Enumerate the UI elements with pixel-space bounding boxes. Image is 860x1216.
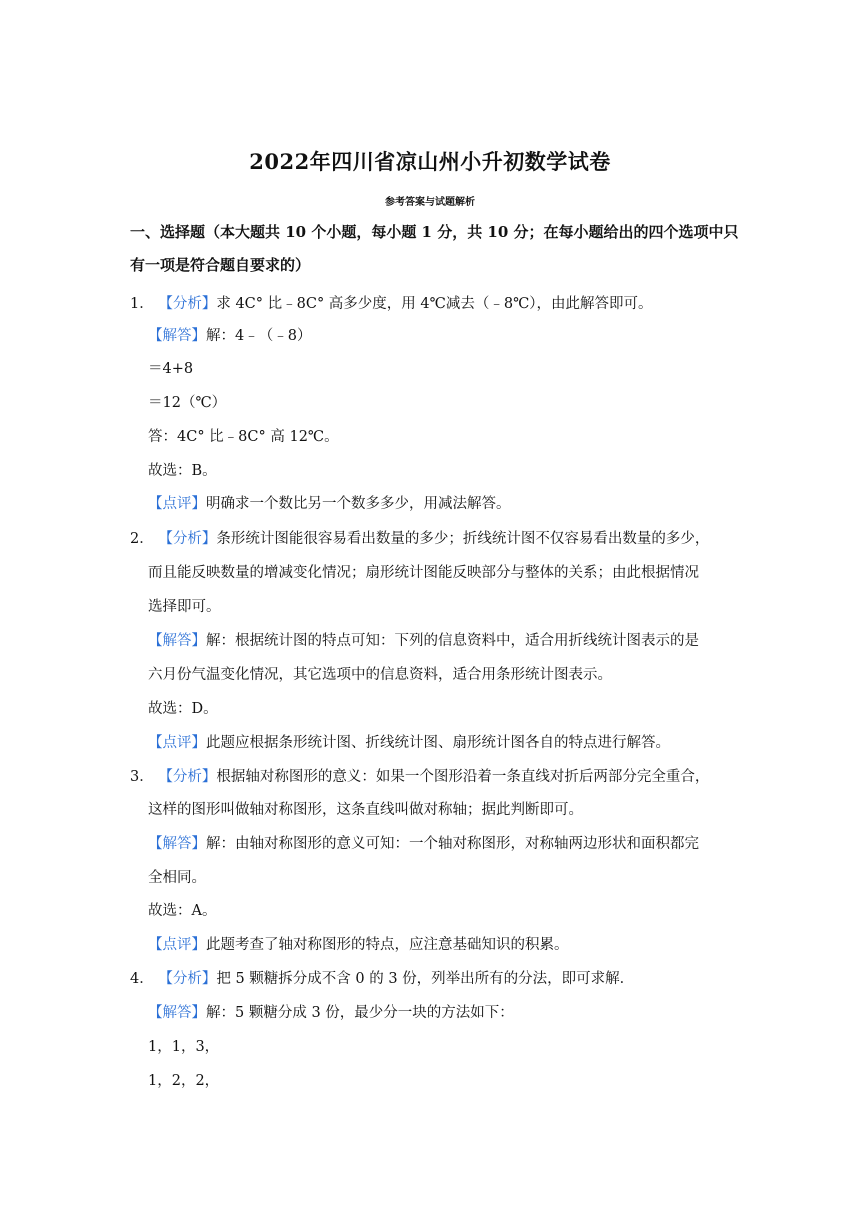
q2-analysis-text-3: 选择即可。 xyxy=(148,599,221,615)
q1-choice: 故选：B。 xyxy=(148,463,217,479)
q1-step-2: ＝12（℃） xyxy=(148,395,227,411)
q2-analysis-text-1: 条形统计图能很容易看出数量的多少；折线统计图不仅容易看出数量的多少， xyxy=(216,531,710,547)
solution-tag: 【解答】 xyxy=(148,633,206,649)
comment-tag: 【点评】 xyxy=(148,937,206,953)
q1-analysis-line xyxy=(130,294,653,314)
q3-choice: 故选：A。 xyxy=(148,903,217,919)
page-subtitle: 参考答案与试题解析 xyxy=(385,197,475,208)
q1-comment-line xyxy=(148,494,511,514)
q2-analysis-text-2: 而且能反映数量的增减变化情况；扇形统计图能反映部分与整体的关系；由此根据情况 xyxy=(148,565,699,581)
analysis-tag: 【分析】 xyxy=(158,769,217,785)
q1-number: 1． xyxy=(130,296,154,312)
q3-comment-text: 此题考查了轴对称图形的特点，应注意基础知识的积累。 xyxy=(206,937,569,953)
q2-solution-text-2: 六月份气温变化情况，其它选项中的信息资料，适合用条形统计图表示。 xyxy=(148,667,612,683)
solution-tag: 【解答】 xyxy=(148,836,206,852)
q2-choice: 故选：D。 xyxy=(148,701,218,717)
analysis-tag: 【分析】 xyxy=(158,531,217,547)
comment-tag: 【点评】 xyxy=(148,735,206,751)
solution-tag: 【解答】 xyxy=(148,1005,206,1021)
q2-solution-text-1: 解：根据统计图的特点可知：下列的信息资料中，适合用折线统计图表示的是 xyxy=(206,633,699,649)
q3-solution-text-1: 解：由轴对称图形的意义可知：一个轴对称图形，对称轴两边形状和面积都完 xyxy=(206,836,699,852)
q3-solution-text-2: 全相同。 xyxy=(148,870,206,886)
q2-comment-text: 此题应根据条形统计图、折线统计图、扇形统计图各自的特点进行解答。 xyxy=(206,735,670,751)
q1-solution-line xyxy=(148,326,311,346)
q3-analysis-text-1: 根据轴对称图形的意义：如果一个图形沿着一条直线对折后两部分完全重合， xyxy=(216,769,710,785)
q1-analysis-text: 求 4C° 比﹣8C° 高多少度，用 4℃减去（﹣8℃），由此解答即可。 xyxy=(216,296,653,312)
q2-comment-line xyxy=(148,733,670,753)
q3-analysis-text-2: 这样的图形叫做轴对称图形，这条直线叫做对称轴；据此判断即可。 xyxy=(148,802,583,818)
q2-analysis-line xyxy=(130,529,709,549)
page-title: 2022年四川省凉山州小升初数学试卷 xyxy=(249,149,611,174)
solution-tag: 【解答】 xyxy=(148,328,206,344)
q3-analysis-line xyxy=(130,767,709,787)
q4-analysis-text: 把 5 颗糖拆分成不含 0 的 3 份，列举出所有的分法，即可求解． xyxy=(216,971,635,987)
q1-step-1: ＝4+8 xyxy=(148,361,194,377)
q4-way-2: 1，2，2， xyxy=(148,1073,220,1089)
q4-solution-line xyxy=(148,1003,514,1023)
q1-comment-text: 明确求一个数比另一个数多多少，用减法解答。 xyxy=(206,496,511,512)
q4-number: 4． xyxy=(130,971,154,987)
q3-number: 3． xyxy=(130,769,154,785)
section-heading-line-1: 一、选择题（本大题共 10 个小题，每小题 1 分，共 10 分；在每小题给出的四个选项中只 xyxy=(130,223,739,241)
q2-number: 2． xyxy=(130,531,154,547)
section-heading xyxy=(130,216,740,282)
q4-analysis-line xyxy=(130,969,634,989)
q3-solution-line xyxy=(148,834,699,854)
analysis-tag: 【分析】 xyxy=(158,971,217,987)
q3-comment-line xyxy=(148,935,569,955)
q1-answer: 答：4C° 比﹣8C° 高 12℃。 xyxy=(148,429,339,445)
q2-solution-line xyxy=(148,631,699,651)
q4-way-1: 1，1，3， xyxy=(148,1039,220,1055)
analysis-tag: 【分析】 xyxy=(158,296,217,312)
q1-solution-text: 解：4﹣（﹣8） xyxy=(206,328,312,344)
comment-tag: 【点评】 xyxy=(148,496,206,512)
q4-solution-text: 解：5 颗糖分成 3 份，最少分一块的方法如下： xyxy=(206,1005,514,1021)
section-heading-line-2: 有一项是符合题自要求的） xyxy=(130,256,311,274)
